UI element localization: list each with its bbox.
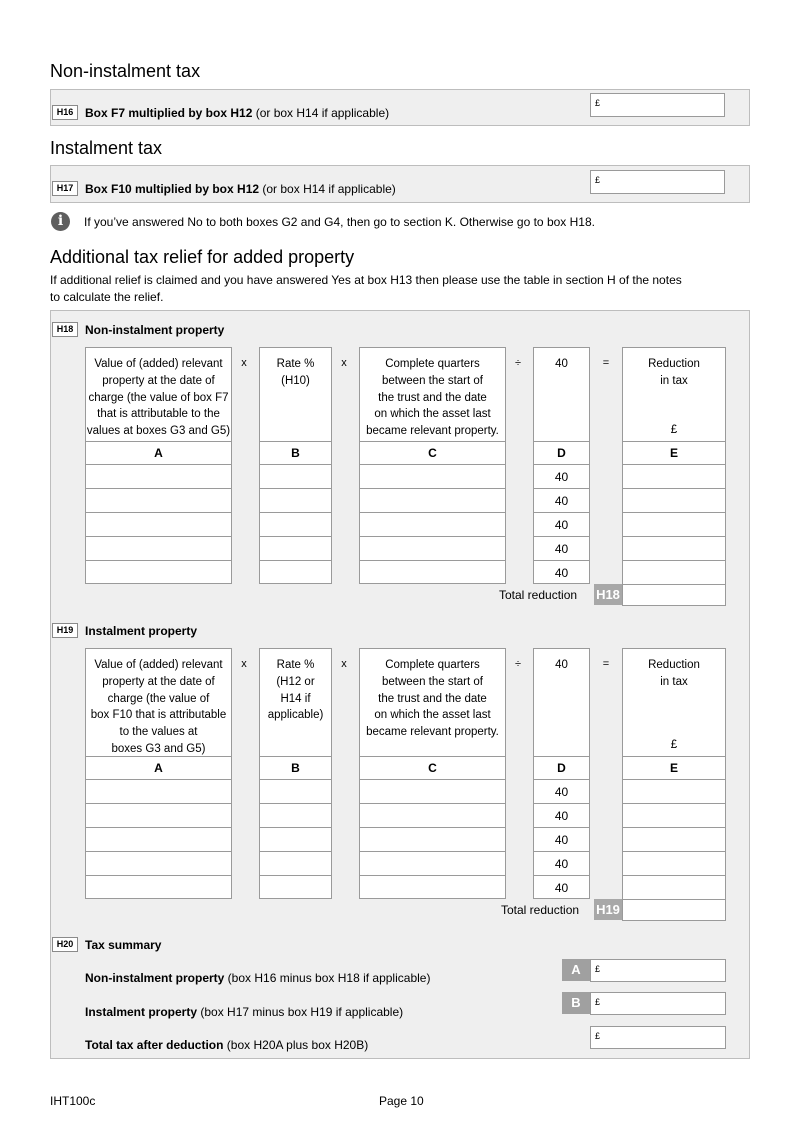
h18-cell-b2[interactable] — [260, 488, 331, 512]
h16-label: Box F7 multiplied by box H12 (or box H14 if applicable) — [85, 106, 390, 120]
info-icon: i — [51, 212, 70, 231]
h18-col-letter-e: E — [669, 446, 678, 460]
h18-box-tag: H18 — [52, 322, 78, 337]
h18-total-badge: H18 — [594, 584, 622, 605]
h19-col-letter-a: A — [154, 761, 163, 775]
h20-badge-b: B — [562, 992, 590, 1014]
additional-relief-heading: Additional tax relief for added property — [50, 247, 355, 267]
h18-column-b — [259, 441, 332, 584]
h19-cell-a2[interactable] — [86, 803, 231, 827]
h19-column-b — [259, 756, 332, 899]
h20-line-b-label: Instalment property (box H17 minus box H19 if applicable) — [85, 1005, 404, 1019]
h19-cell-e4[interactable] — [623, 851, 725, 875]
h18-total-field[interactable] — [623, 584, 725, 608]
h19-header-d: 40 — [533, 648, 590, 757]
additional-relief-panel — [50, 310, 750, 1059]
h19-equals: = — [602, 658, 610, 670]
h19-header-b: Rate % (H12 or H14 if applicable) — [259, 648, 332, 757]
additional-intro-line2: to calculate the relief. — [50, 290, 164, 304]
h19-cell-b1[interactable] — [260, 779, 331, 803]
h19-header-e: Reduction in tax £ — [622, 648, 726, 757]
h18-cell-d5: 40 — [534, 560, 589, 584]
h18-cell-e5[interactable] — [623, 560, 725, 584]
h18-cell-e2[interactable] — [623, 488, 725, 512]
h19-cell-d1: 40 — [534, 779, 589, 803]
h17-label: Box F10 multiplied by box H12 (or box H14 if applicable) — [85, 182, 396, 196]
h19-total-label: Total reduction — [501, 903, 580, 917]
h19-cell-c3[interactable] — [360, 827, 505, 851]
h18-cell-a5[interactable] — [86, 560, 231, 584]
h18-cell-c4[interactable] — [360, 536, 505, 560]
h19-total-field[interactable] — [623, 899, 725, 923]
h16-band — [50, 89, 750, 126]
h20-box-tag: H20 — [52, 937, 78, 952]
h20a-amount-field[interactable]: £ — [590, 959, 726, 982]
h18-divide: ÷ — [514, 357, 522, 369]
h19-cell-e2[interactable] — [623, 803, 725, 827]
footer-page-number: Page 10 — [379, 1094, 424, 1108]
h19-title: Instalment property — [85, 624, 198, 638]
h18-column-d — [533, 441, 590, 584]
h19-col-letter-d: D — [557, 761, 566, 775]
h19-multiply-1: x — [241, 658, 247, 670]
h19-total-badge: H19 — [594, 899, 622, 920]
additional-intro-line1: If additional relief is claimed and you have answered Yes at box H13 then please use the table in section H of the notes — [50, 273, 682, 287]
h19-box-tag: H19 — [52, 623, 78, 638]
h18-header-b: Rate % (H10) — [259, 347, 332, 442]
h19-multiply-2: x — [341, 658, 347, 670]
h19-cell-d5: 40 — [534, 875, 589, 899]
h19-cell-e1[interactable] — [623, 779, 725, 803]
h16-amount-field[interactable]: £ — [590, 93, 725, 117]
h19-cell-b2[interactable] — [260, 803, 331, 827]
h18-cell-b1[interactable] — [260, 464, 331, 488]
h18-total-label: Total reduction — [499, 588, 578, 602]
h19-cell-c4[interactable] — [360, 851, 505, 875]
h18-col-letter-a: A — [154, 446, 163, 460]
h18-cell-d1: 40 — [534, 464, 589, 488]
h20b-amount-field[interactable]: £ — [590, 992, 726, 1015]
h18-header-c: Complete quarters between the start of the trust and the date on which the asset last became relevant property. — [359, 347, 506, 442]
h18-multiply-1: x — [241, 357, 247, 369]
h16-box-tag: H16 — [52, 105, 78, 120]
h18-equals: = — [602, 357, 610, 369]
h18-cell-e4[interactable] — [623, 536, 725, 560]
h18-cell-c3[interactable] — [360, 512, 505, 536]
h20-title: Tax summary — [85, 938, 162, 952]
h19-cell-e3[interactable] — [623, 827, 725, 851]
h18-cell-a4[interactable] — [86, 536, 231, 560]
h19-column-d — [533, 756, 590, 899]
h18-header-e: Reduction in tax £ — [622, 347, 726, 442]
h19-cell-d4: 40 — [534, 851, 589, 875]
h19-column-c — [359, 756, 506, 899]
h18-cell-e3[interactable] — [623, 512, 725, 536]
h18-header-d: 40 — [533, 347, 590, 442]
info-note: If you’ve answered No to both boxes G2 and G4, then go to section K. Otherwise go to box H18. — [84, 215, 595, 229]
h19-cell-a1[interactable] — [86, 779, 231, 803]
h19-cell-e5[interactable] — [623, 875, 725, 899]
h19-cell-b4[interactable] — [260, 851, 331, 875]
h18-title: Non-instalment property — [85, 323, 225, 337]
h19-cell-a3[interactable] — [86, 827, 231, 851]
h18-column-a — [85, 441, 232, 584]
h18-cell-b4[interactable] — [260, 536, 331, 560]
h19-header-a: Value of (added) relevant property at the date of charge (the value of box F10 that is attributable to the values at boxes G3 and G5) — [85, 648, 232, 757]
h18-multiply-2: x — [341, 357, 347, 369]
h18-cell-e1[interactable] — [623, 464, 725, 488]
h19-col-letter-e: E — [669, 761, 678, 775]
h20-line-a-label: Non-instalment property (box H16 minus box H18 if applicable) — [85, 971, 431, 985]
h19-cell-c5[interactable] — [360, 875, 505, 899]
h18-cell-d4: 40 — [534, 536, 589, 560]
h18-col-letter-c: C — [428, 446, 437, 460]
h19-header-c: Complete quarters between the start of the trust and the date on which the asset last became relevant property. — [359, 648, 506, 757]
h18-cell-b5[interactable] — [260, 560, 331, 584]
h18-header-a: Value of (added) relevant property at the date of charge (the value of box F7 that is attributable to the values at boxes G3 and G5) — [85, 347, 232, 442]
h19-cell-a4[interactable] — [86, 851, 231, 875]
h19-cell-c1[interactable] — [360, 779, 505, 803]
h17-band — [50, 165, 750, 203]
h18-cell-d3: 40 — [534, 512, 589, 536]
h18-cell-c2[interactable] — [360, 488, 505, 512]
h18-cell-b3[interactable] — [260, 512, 331, 536]
h18-col-letter-b: B — [291, 446, 300, 460]
footer-form-id: IHT100c — [50, 1094, 96, 1108]
h19-cell-d3: 40 — [534, 827, 589, 851]
h18-cell-a3[interactable] — [86, 512, 231, 536]
h18-cell-a2[interactable] — [86, 488, 231, 512]
h19-col-letter-c: C — [428, 761, 437, 775]
h18-cell-c1[interactable] — [360, 464, 505, 488]
h20-total-label: Total tax after deduction (box H20A plus box H20B) — [85, 1038, 369, 1052]
h18-col-letter-d: D — [557, 446, 566, 460]
h17-box-tag: H17 — [52, 181, 78, 196]
non-instalment-heading: Non-instalment tax — [50, 61, 201, 81]
h20-badge-a: A — [562, 959, 590, 981]
h18-column-e — [622, 441, 726, 606]
h19-cell-c2[interactable] — [360, 803, 505, 827]
h19-cell-d2: 40 — [534, 803, 589, 827]
h19-divide: ÷ — [514, 658, 522, 670]
h19-cell-b3[interactable] — [260, 827, 331, 851]
h19-cell-b5[interactable] — [260, 875, 331, 899]
h18-cell-c5[interactable] — [360, 560, 505, 584]
h19-column-a — [85, 756, 232, 899]
h19-col-letter-b: B — [291, 761, 300, 775]
h18-column-c — [359, 441, 506, 584]
h19-cell-a5[interactable] — [86, 875, 231, 899]
instalment-heading: Instalment tax — [50, 138, 163, 158]
h19-column-e — [622, 756, 726, 921]
h20-total-amount-field[interactable]: £ — [590, 1026, 726, 1049]
h17-amount-field[interactable]: £ — [590, 170, 725, 194]
h18-cell-a1[interactable] — [86, 464, 231, 488]
h18-cell-d2: 40 — [534, 488, 589, 512]
